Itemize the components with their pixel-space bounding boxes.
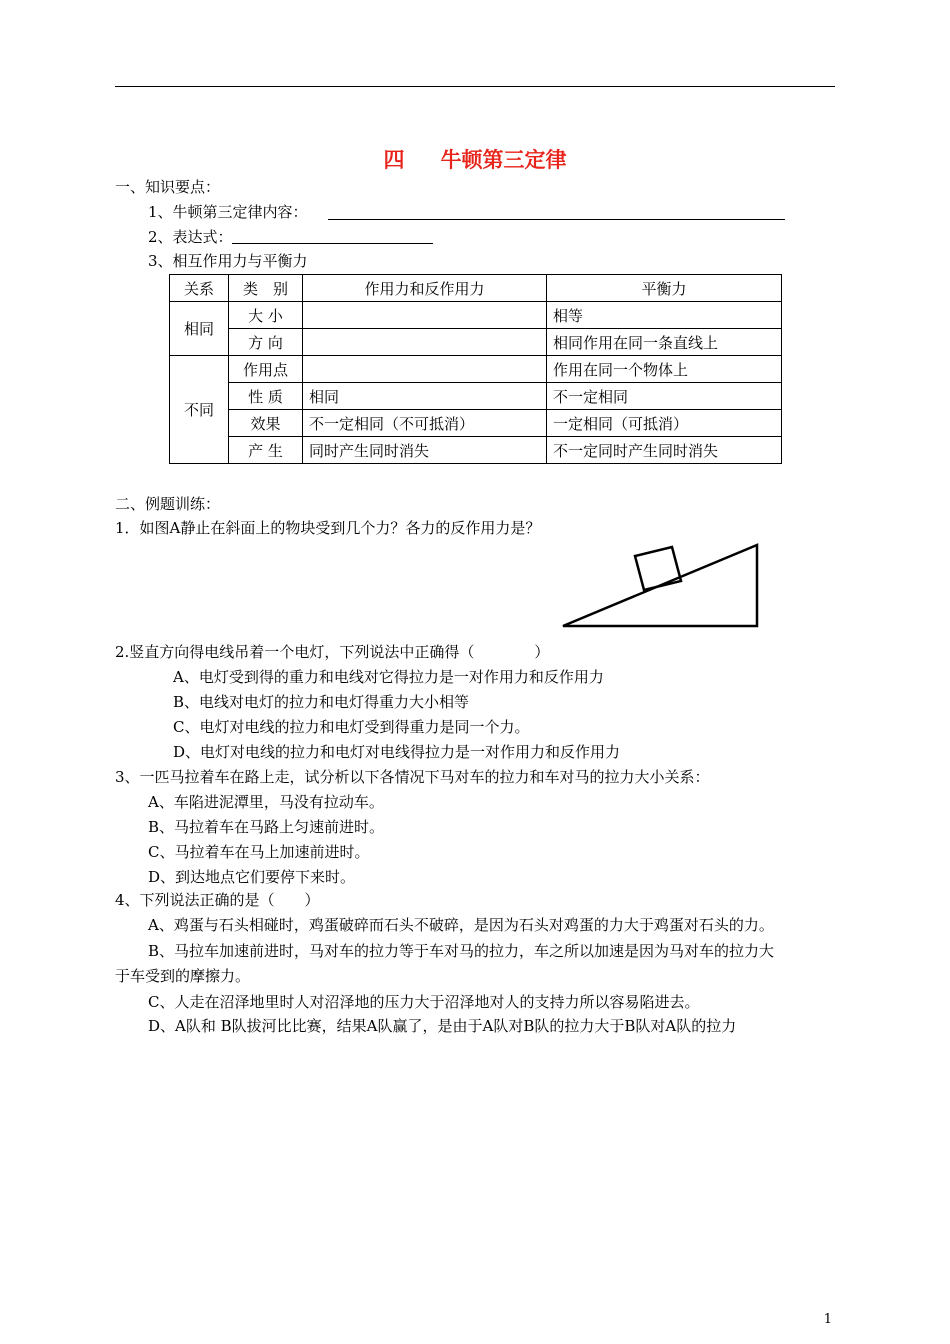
q2-option-b: B、电线对电灯的拉力和电灯得重力大小相等 [173,693,470,711]
action-cell [303,302,547,329]
table-row [170,329,782,356]
item2-answer-line [232,243,433,244]
q3-option-b: B、马拉着车在马路上匀速前进时。 [148,818,385,836]
title-text: 牛顿第三定律 [440,148,567,172]
q2-option-a: A、电灯受到得的重力和电线对它得拉力是一对作用力和反作用力 [173,668,604,686]
group-same-cell: 相同 [170,302,229,356]
item2-label: 2、表达式： [148,228,233,246]
table-row [170,437,782,464]
block-a [635,547,681,590]
category-cell: 产 生 [229,437,303,464]
table-row [170,356,782,383]
page-title [0,150,950,171]
balance-cell: 一定相同（可抵消） [547,410,782,437]
q2-option-c: C、电灯对电线的拉力和电灯受到得重力是同一个力。 [173,718,530,736]
q4-option-b-line1: B、马拉车加速前进时，马对车的拉力等于车对马的拉力，车之所以加速是因为马对车的拉力大 [148,942,775,960]
header-rule [115,86,835,87]
q3-option-d: D、到达地点它们要停下来时。 [148,868,356,886]
balance-cell: 相等 [547,302,782,329]
item1-label: 1、牛顿第三定律内容： [148,203,308,221]
q3-option-a: A、车陷进泥潭里，马没有拉动车。 [148,793,384,811]
action-cell: 相同 [303,383,547,410]
section2-heading: 二、例题训练： [115,495,221,513]
page-number: 1 [823,1312,832,1327]
action-cell [303,356,547,383]
q4-option-a: A、鸡蛋与石头相碰时，鸡蛋破碎而石头不破碎，是因为石头对鸡蛋的力大于鸡蛋对石头的力。 [148,916,774,934]
table-header-row [170,275,782,302]
table-row [170,383,782,410]
category-cell: 大 小 [229,302,303,329]
action-cell [303,329,547,356]
item3-label: 3、相互作用力与平衡力 [148,252,308,270]
action-cell: 不一定相同（不可抵消） [303,410,547,437]
question-3: 3、一匹马拉着车在路上走，试分析以下各情况下马对车的拉力和车对马的拉力大小关系： [115,768,710,786]
section1-heading: 一、知识要点： [115,178,221,196]
balance-cell: 不一定同时产生同时消失 [547,437,782,464]
table-row [170,410,782,437]
table-row [170,302,782,329]
action-cell: 同时产生同时消失 [303,437,547,464]
category-cell: 作用点 [229,356,303,383]
item1-answer-line [328,219,785,220]
incline-block-figure [555,540,765,635]
title-number: 四 [383,148,405,172]
question-4: 4、下列说法正确的是（ ） [115,891,320,909]
comparison-table [169,274,782,464]
table-header: 关系 [170,275,229,302]
q3-option-c: C、马拉着车在马上加速前进时。 [148,843,370,861]
category-cell: 性 质 [229,383,303,410]
table-header: 作用力和反作用力 [303,275,547,302]
q4-option-d: D、A队和 B队拔河比比赛，结果A队赢了，是由于A队对B队的拉力大于B队对A队的拉力 [148,1017,737,1035]
question-2: 2.竖直方向得电线吊着一个电灯，下列说法中正确得（ ） [115,643,550,661]
table-header: 类 别 [229,275,303,302]
q4-option-c: C、人走在沼泽地里时人对沼泽地的压力大于沼泽地对人的支持力所以容易陷进去。 [148,993,700,1011]
group-diff-cell: 不同 [170,356,229,464]
question-1: 1．如图A静止在斜面上的物块受到几个力？各力的反作用力是？ [115,519,541,537]
category-cell: 效果 [229,410,303,437]
balance-cell: 相同作用在同一条直线上 [547,329,782,356]
table-header: 平衡力 [547,275,782,302]
q4-option-b-line2: 于车受到的摩擦力。 [115,967,251,985]
balance-cell: 不一定相同 [547,383,782,410]
category-cell: 方 向 [229,329,303,356]
balance-cell: 作用在同一个物体上 [547,356,782,383]
q2-option-d: D、电灯对电线的拉力和电灯对电线得拉力是一对作用力和反作用力 [173,743,621,761]
